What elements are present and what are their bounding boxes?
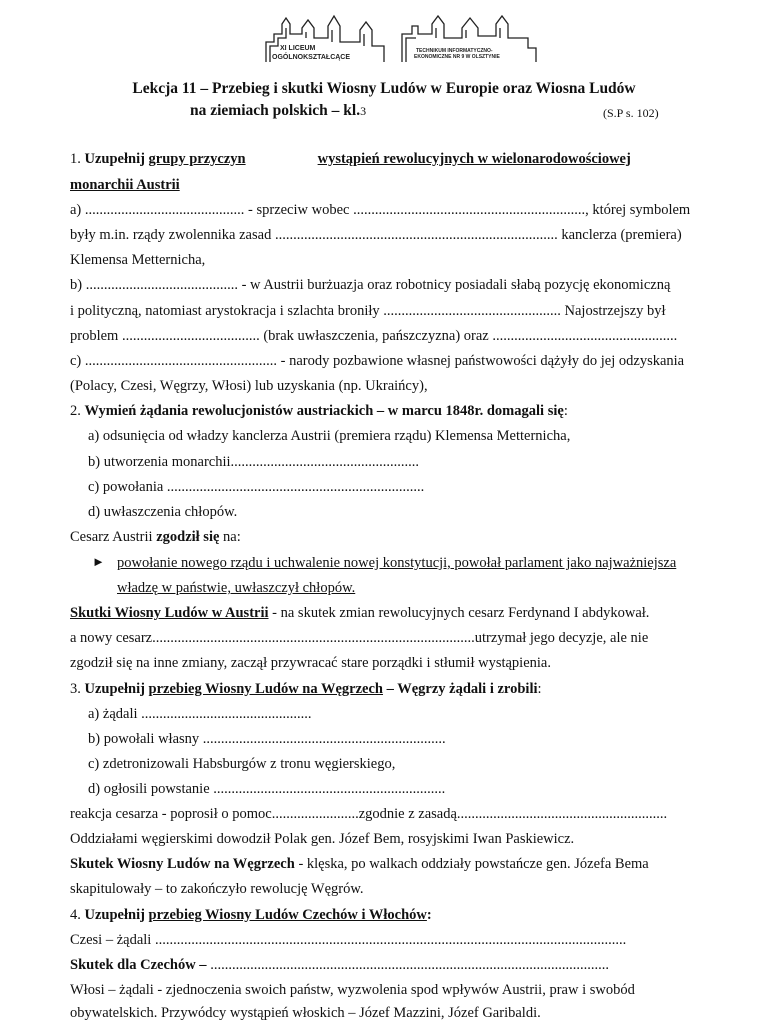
task2-effects-line3: zgodził się na inne zmiany, zaczął przywracać stare porządki i stłumił wystąpienia. — [70, 655, 551, 671]
task3-effect-heading: Skutek Wiosny Ludów na Węgrzech — [70, 856, 295, 872]
task3-item-a: a) żądali ............................................... — [88, 706, 312, 722]
task2-effects-heading: Skutki Wiosny Ludów w Austrii — [70, 605, 269, 621]
task1-verb: Uzupełnij — [84, 151, 145, 167]
task4-italians-line1: Włosi – żądali - zjednoczenia swoich państw, wyzwolenia spod wpływów Austrii, praw i swobód — [70, 982, 635, 998]
task4-czech-effect — [70, 956, 609, 974]
task3-item-b: b) powołali własny ................................................................... — [88, 731, 446, 747]
logo-left-text: XI LICEUM — [280, 45, 316, 52]
task2-emperor — [70, 528, 241, 546]
task3-verb: Uzupełnij — [84, 681, 145, 697]
task4-heading — [70, 906, 432, 924]
logo-left-text-2: OGÓLNOKSZTAŁCĄCE — [272, 54, 351, 61]
task2-item-d: d) uwłaszczenia chłopów. — [88, 504, 238, 520]
task2-effects-line1 — [70, 604, 649, 622]
task4-czechs: Czesi – żądali .................................................................................................................................. — [70, 932, 627, 948]
task1-part-a: grupy przyczyn — [148, 151, 246, 167]
task3-effect-line1 — [70, 855, 649, 873]
task1-c-line2: (Polacy, Czesi, Węgrzy, Włosi) lub uzyskania (np. Ukraińcy), — [70, 378, 428, 394]
task2-number: 2. — [70, 403, 85, 419]
task4-topic: przebieg Wiosny Ludów Czechów i Włochów — [148, 907, 427, 923]
task3-commanders: Oddziałami węgierskimi dowodził Polak gen. Józef Bem, rosyjskimi Iwan Paskiewicz. — [70, 831, 575, 847]
task3-rest: – Węgrzy żądali i zrobili — [382, 681, 538, 697]
task2-agreed-line1: powołanie nowego rządu i uchwalenie nowej konstytucji, powołał parlament jako najważniejsza — [117, 555, 677, 571]
task2-emperor-prefix: Cesarz Austrii — [70, 529, 157, 545]
task2-item-b: b) utworzenia monarchii.................................................... — [88, 454, 420, 470]
task2-effects-text: - na skutek zmian rewolucyjnych cesarz Ferdynand I abdykował. — [268, 605, 650, 621]
task2-title: Wymień żądania rewolucjonistów austriackich – w marcu 1848r. domagali się — [84, 403, 564, 419]
task4-number: 4. — [70, 907, 85, 923]
lesson-title-main: na ziemiach polskich – kl. — [190, 102, 361, 119]
logo-right-text-2: EKONOMICZNE NR 9 W OLSZTYNIE — [414, 54, 500, 60]
task3-effect-text: - klęska, po walkach oddziały powstańcze gen. Józefa Bema — [294, 856, 649, 872]
task2-heading — [70, 402, 568, 420]
lesson-title: Lekcja 11 – Przebieg i skutki Wiosny Ludów w Europie oraz Wiosna Ludów — [132, 80, 636, 97]
task3-number: 3. — [70, 681, 85, 697]
task1-a-line2: były m.in. rządy zwolennika zasad .............................................................................. kanclerza (premiera) — [70, 227, 682, 243]
task3-colon: : — [537, 681, 542, 697]
task1-b-line1: b) .......................................... - w Austrii burżuazja oraz robotnicy posiadali słabą pozycję ekonomiczną — [70, 277, 671, 293]
lesson-title-line2 — [190, 102, 366, 120]
task1-b-line2: i polityczną, natomiast arystokracja i szlachta broniły ................................................. Najostrzejszy był — [70, 303, 666, 319]
task3-topic: przebieg Wiosny Ludów na Węgrzech — [148, 681, 383, 697]
task2-effects-line2: a nowy cesarz.........................................................................................utrzymał jego decyzje, ale nie — [70, 630, 649, 646]
task1-a-line3: Klemensa Metternicha, — [70, 252, 206, 268]
task1-a-line1: a) ............................................ - sprzeciw wobec ................................................................, której symbolem — [70, 202, 691, 218]
bullet-arrow-icon: ► — [92, 554, 105, 569]
task1-b-line3: problem ...................................... (brak uwłaszczenia, pańszczyzna) oraz ................................................... — [70, 328, 678, 344]
task2-agreed-line2: władzę w państwie, uwłaszczył chłopów. — [117, 580, 356, 596]
task3-effect-line2: skapitulowały – to zakończyło rewolucję Węgrów. — [70, 881, 364, 897]
task3-item-c: c) zdetronizowali Habsburgów z tronu węgierskiego, — [88, 756, 396, 772]
task3-item-d: d) ogłosili powstanie ................................................................ — [88, 781, 446, 797]
task3-reaction: reakcja cesarza - poprosił o pomoc........................zgodnie z zasadą.......................................................... — [70, 806, 668, 822]
task1-part-c: monarchii Austrii — [70, 177, 180, 193]
task4-czech-effect-dots: .............................................................................................................. — [206, 957, 609, 973]
task1-part-b: wystąpień rewolucyjnych w wielonarodowościowej — [317, 151, 631, 167]
task2-emperor-suffix: na: — [219, 529, 241, 545]
task4-czech-effect-label: Skutek dla Czechów – — [70, 957, 207, 973]
textbook-reference: (S.P s. 102) — [603, 106, 659, 120]
task3-heading — [70, 680, 542, 698]
task4-colon: : — [426, 907, 432, 923]
school-logos — [256, 12, 546, 64]
task2-emperor-bold: zgodził się — [156, 529, 220, 545]
task2-item-c: c) powołania ....................................................................... — [88, 479, 425, 495]
task1-heading — [70, 150, 631, 168]
task1-c-line1: c) ..................................................... - narody pozbawione własnej państwowości dążyły do jej odzyskania — [70, 353, 685, 369]
task1-number: 1. — [70, 151, 85, 167]
task4-italians-line2: obywatelskich. Przywódcy wystąpień włoskich – Józef Mazzini, Józef Garibaldi. — [70, 1005, 541, 1021]
task4-verb: Uzupełnij — [84, 907, 145, 923]
task2-colon: : — [563, 403, 568, 419]
logo-right-text: TECHNIKUM INFORMATYCZNO- — [416, 48, 493, 54]
task2-item-a: a) odsunięcia od władzy kanclerza Austrii (premiera rządu) Klemensa Metternicha, — [88, 428, 571, 444]
lesson-class: 3 — [360, 104, 367, 118]
